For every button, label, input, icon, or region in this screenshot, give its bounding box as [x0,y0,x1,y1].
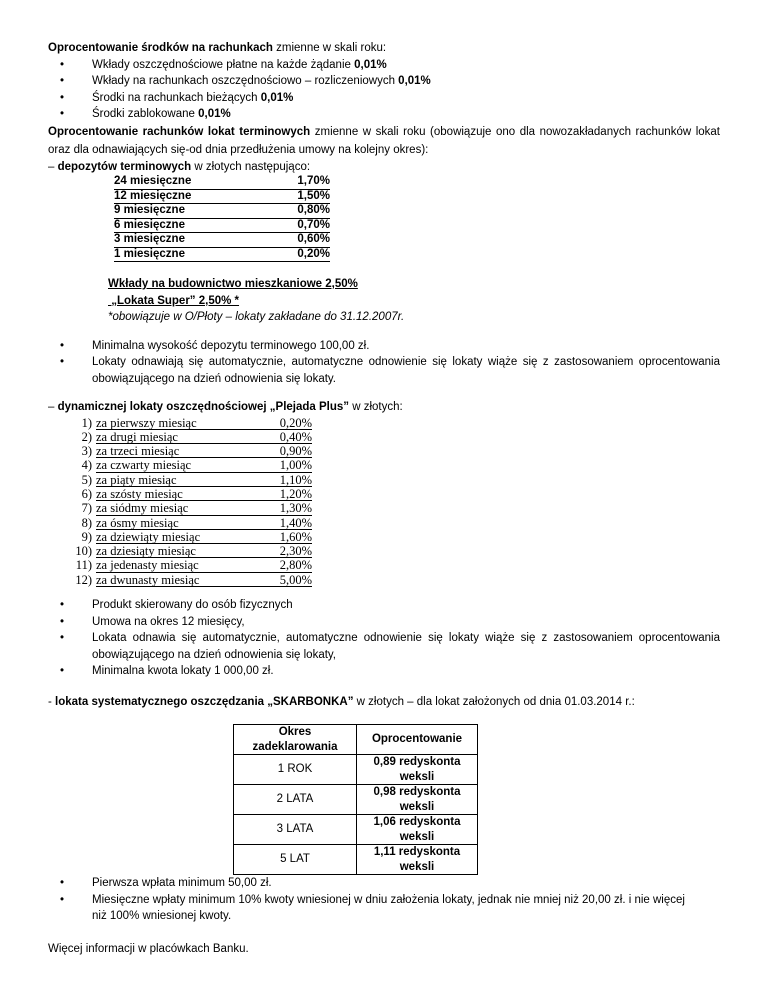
table-row: 6 miesięczne 0,70% [114,219,330,234]
table-cell: 0,89 redyskonta weksli [357,755,478,785]
table-cell: 1,11 redyskonta weksli [357,845,478,875]
table-cell: 1,06 redyskonta weksli [357,815,478,845]
term-deposit-rates-table [114,175,330,262]
list-item: 11) za jedenasty miesiąc 2,80% [75,558,312,573]
document-page [48,40,720,957]
table-cell: 1 ROK [234,755,357,785]
list-item: 8) za ósmy miesiąc 1,40% [81,515,312,530]
list-item: • Wkłady oszczędnościowe płatne na każde żądanie 0,01% [48,57,720,74]
list-item: 1) za pierwszy miesiąc 0,20% [81,415,312,430]
plejada-heading: – dynamicznej lokaty oszczędnościowej „Plejada Plus” w złotych: [48,401,403,413]
table-row: 1 miesięczne 0,20% [114,248,330,263]
table-header: Okres zadeklarowania [234,725,357,755]
table-row: 12 miesięczne 1,50% [114,190,330,205]
term-deposits-subheading: – depozytów terminowych w złotych następująco: [48,160,311,173]
list-item: 5) za piąty miesiąc 1,10% [81,472,312,487]
table-row: 3 miesięczne 0,60% [114,233,330,248]
list-item: • Produkt skierowany do osób fizycznych [48,597,720,614]
list-item: 2) za drugi miesiąc 0,40% [81,429,312,444]
table-row [234,755,478,785]
list-item: 7) za siódmy miesiąc 1,30% [81,501,312,516]
skarbonka-rates-table [233,724,478,875]
skarbonka-heading: - lokata systematycznego oszczędzania „SKARBONKA” w złotych – dla lokat założonych od dnia 01.03.2014 r.: [48,695,635,708]
list-item: 4) za czwarty miesiąc 1,00% [81,458,312,473]
table-cell: 3 LATA [234,815,357,845]
table-row: 24 miesięczne 1,70% [114,175,330,190]
footer-note: Więcej informacji w placówkach Banku. [48,942,249,955]
lokata-super-note: „Lokata Super” 2,50% * [108,294,240,307]
list-item: • Minimalna kwota lokaty 1 000,00 zł. [48,663,720,680]
table-row: 9 miesięczne 0,80% [114,204,330,219]
section-term-deposits-heading: Oprocentowanie rachunków lokat terminowych zmienne w skali roku (obowiązuje ono dla nowozakładanych rachunków lokat oraz dla odnawiających się-od dnia przedłużenia umowy na kolejny okres): [48,125,720,156]
list-item: • Minimalna wysokość depozytu terminowego 100,00 zł. [48,338,720,355]
table-cell: 5 LAT [234,845,357,875]
list-item: • Pierwsza wpłata minimum 50,00 zł. [48,875,720,892]
table-cell: 0,98 redyskonta weksli [357,785,478,815]
list-item: • Miesięczne wpłaty minimum 10% kwoty wniesionej w dniu założenia lokaty, jednak nie mniej niż 20,00 zł. i nie więcej niż 100% wniesionej kwoty. [48,892,720,925]
table-cell: 2 LATA [234,785,357,815]
list-item: • Wkłady na rachunkach oszczędnościowo – rozliczeniowych 0,01% [48,73,720,90]
list-item: 6) za szósty miesiąc 1,20% [81,486,312,501]
section-savings-heading: Oprocentowanie środków na rachunkach zmienne w skali roku: [48,42,387,54]
plejada-rates-list [48,416,720,588]
footnote: *obowiązuje w O/Płoty – lokaty zakładane do 31.12.2007r. [108,311,405,323]
table-row [234,815,478,845]
term-deposit-notes [108,276,720,326]
housing-deposit-note: Wkłady na budownictwo mieszkaniowe 2,50% [108,278,358,290]
list-item: • Środki zablokowane 0,01% [48,106,720,123]
savings-rate-list [48,57,720,123]
skarbonka-bullets [48,875,720,925]
list-item: • Umowa na okres 12 miesięcy, [48,614,720,631]
list-item: • Lokata odnawia się automatycznie, automatyczne odnowienie się lokaty wiąże się z zastosowaniem oprocentowania obowiązującego na dzień odnowienia się lokaty, [48,630,720,663]
list-item: 10) za dziesiąty miesiąc 2,30% [75,544,312,559]
term-deposit-bullets [48,338,720,388]
table-header: Oprocentowanie [357,725,478,755]
list-item: • Lokaty odnawiają się automatycznie, automatyczne odnowienie się lokaty wiąże się z zastosowaniem oprocentowania obowiązującego na dzień odnowienia się lokaty. [48,354,720,387]
table-row [234,845,478,875]
list-item: 12) za dwunasty miesiąc 5,00% [75,572,312,587]
table-row [234,785,478,815]
list-item: • Środki na rachunkach bieżących 0,01% [48,90,720,107]
list-item: 9) za dziewiąty miesiąc 1,60% [81,529,312,544]
plejada-bullets [48,597,720,680]
list-item: 3) za trzeci miesiąc 0,90% [81,444,312,459]
table-header-row [234,725,478,755]
